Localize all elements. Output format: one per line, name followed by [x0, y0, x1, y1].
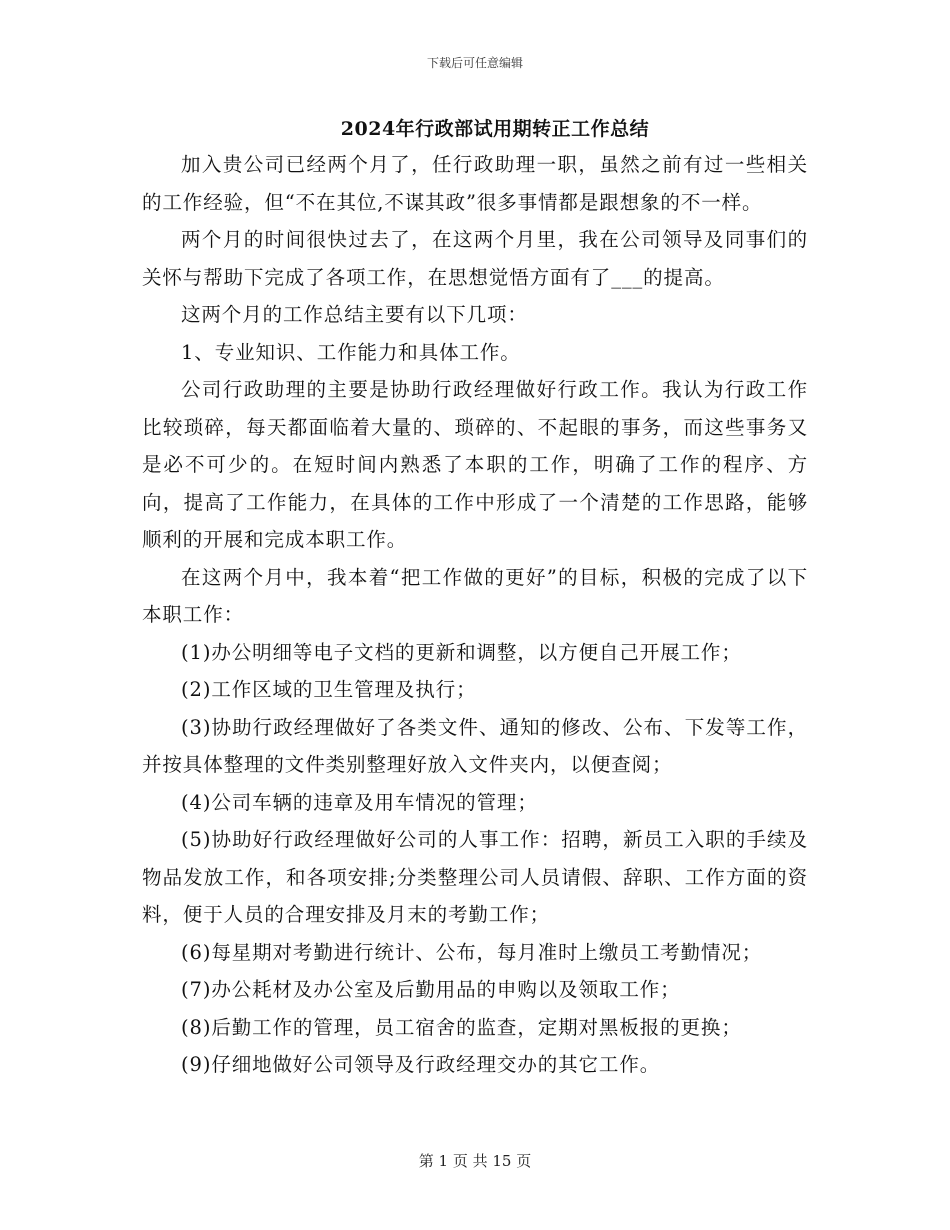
- document-body: [142, 146, 808, 1084]
- paragraph: 两个月的时间很快过去了，在这两个月里，我在公司领导及同事们的关怀与帮助下完成了各项工作，在思想觉悟方面有了___的提高。: [142, 228, 808, 289]
- page-number: 第 1 页 共 15 页: [418, 1152, 532, 1170]
- list-item: (9)仔细地做好公司领导及行政经理交办的其它工作。: [181, 1053, 661, 1076]
- list-item: (5)协助好行政经理做好公司的人事工作：招聘，新员工入职的手续及物品发放工作，和各项安排;分类整理公司人员请假、辞职、工作方面的资料，便于人员的合理安排及月末的考勤工作；: [142, 828, 808, 926]
- list-item: (1)办公明细等电子文档的更新和调整，以方便自己开展工作；: [181, 640, 742, 664]
- list-item: (4)公司车辆的违章及用车情况的管理；: [181, 790, 538, 814]
- document-title: 2024年行政部试用期转正工作总结: [340, 118, 650, 140]
- list-item: (2)工作区域的卫生管理及执行；: [181, 678, 477, 701]
- paragraph: 在这两个月中，我本着“把工作做的更好”的目标，积极的完成了以下本职工作：: [142, 565, 808, 626]
- paragraph: 公司行政助理的主要是协助行政经理做好行政工作。我认为行政工作比较琐碎，每天都面临着大量的、琐碎的、不起眼的事务，而这些事务又是必不可少的。在短时间内熟悉了本职的工作，明确了工作的程序、方向，提高了工作能力，在具体的工作中形成了一个清楚的工作思路，能够顺利的开展和完成本职工作。: [142, 378, 808, 551]
- section-heading: 1、专业知识、工作能力和具体工作。: [181, 340, 521, 364]
- page-header-note: 下载后可任意编辑: [426, 56, 523, 70]
- paragraph: 加入贵公司已经两个月了，任行政助理一职，虽然之前有过一些相关的工作经验，但“不在其位,不谋其政”很多事情都是跟想象的不一样。: [142, 153, 808, 214]
- paragraph: 这两个月的工作总结主要有以下几项：: [181, 303, 528, 326]
- list-item: (7)办公耗材及办公室及后勤用品的申购以及领取工作；: [181, 978, 681, 1001]
- list-item: (6)每星期对考勤进行统计、公布，每月准时上缴员工考勤情况；: [181, 940, 763, 964]
- list-item: (8)后勤工作的管理，员工宿舍的监查，定期对黑板报的更换；: [181, 1015, 742, 1039]
- list-item: (3)协助行政经理做好了各类文件、通知的修改、公布、下发等工作，并按具体整理的文件类别整理好放入文件夹内，以便查阅；: [142, 715, 808, 776]
